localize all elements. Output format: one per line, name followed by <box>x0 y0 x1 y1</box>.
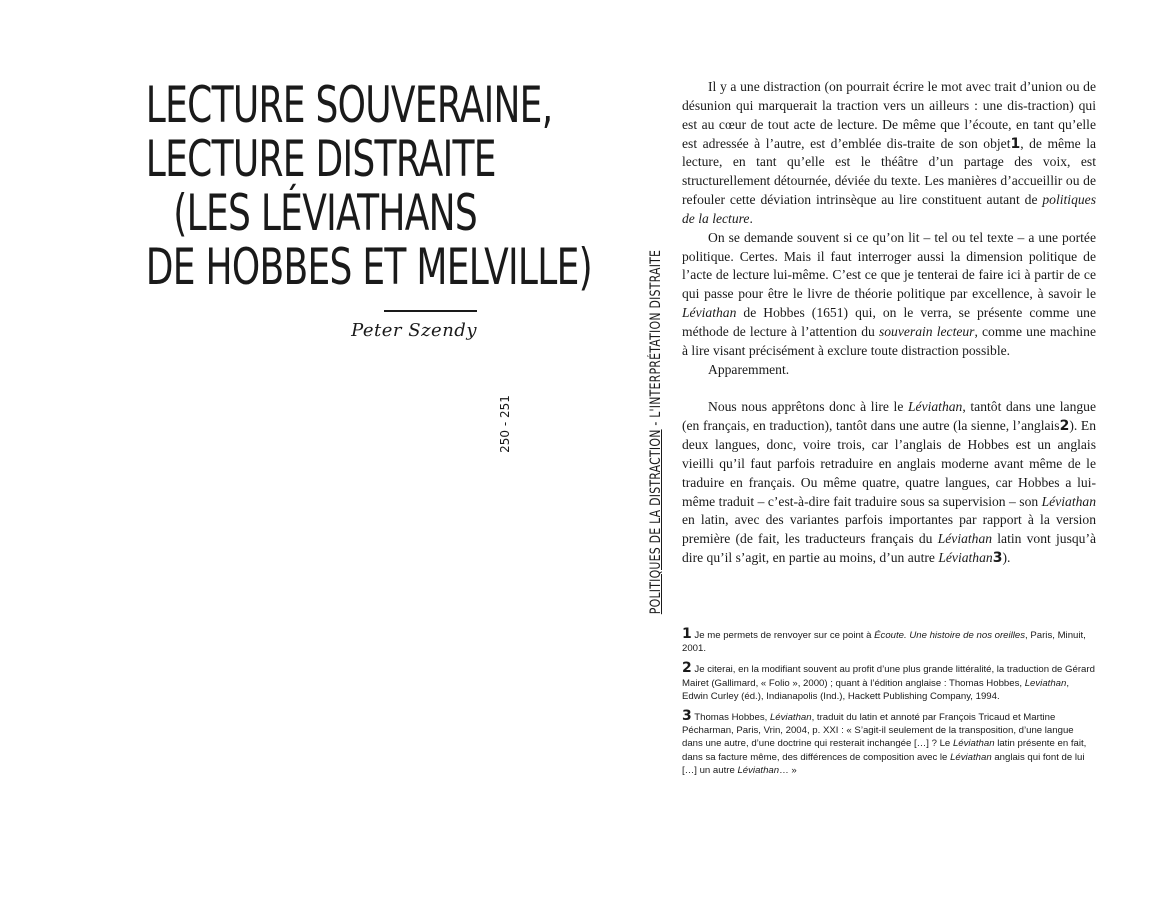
paragraph: Il y a une distraction (on pourrait écrire le mot avec trait d’union ou de désunion qui marquerait la traction vers un ailleurs : une dis-traction) qui est au cœur de tout acte de lecture. De même que l’écoute, en tant qu’elle est adressée à l’autre, est d’emblée dis-traite de son objet1, de même la lecture, en tant qu’elle est le théâtre d’un partage des voix, est structurellement détournée, déviée du texte. Les manières d’accueillir ou de refouler cette déviation intrinsèque au lire constituent autant de politiques de la lecture. <box>682 79 1097 226</box>
paragraph: Apparemment. <box>708 361 790 377</box>
footnote-number: 3 <box>682 708 692 725</box>
footnote-ref[interactable]: 1 <box>1010 135 1021 152</box>
title-line: LECTURE DISTRAITE <box>145 130 496 188</box>
title-line: (LES LÉVIATHANS <box>173 184 477 242</box>
footnote: 1 Je me permets de renvoyer sur ce point à Écoute. Une histoire de nos oreilles, Paris, Minuit, 2001. <box>682 626 1086 655</box>
footnote-ref[interactable]: 3 <box>992 550 1003 567</box>
footnote-number: 2 <box>682 660 692 677</box>
footnotes <box>682 628 1096 784</box>
chapter-title <box>145 76 592 296</box>
footnote: 2 Je citerai, en la modifiant souvent au profit d’une plus grande littéralité, la traduction de Gérard Mairet (Gallimard, « Folio », 2000) ; quant à l’édition anglaise : Thomas Hobbes, Leviathan, Edwin Curley (éd.), Indianapolis (Ind.), Hackett Publishing Company, 1994. <box>682 660 1095 702</box>
title-line: DE HOBBES ET MELVILLE) <box>145 238 592 296</box>
footnote-number: 1 <box>682 626 692 642</box>
running-header-subtitle: L'INTERPRÉTATION DISTRAITE <box>648 249 664 418</box>
footnote-ref[interactable]: 2 <box>1059 418 1070 435</box>
author-name: Peter Szendy <box>351 320 477 341</box>
footnote: 3 Thomas Hobbes, Léviathan, traduit du latin et annoté par François Tricaud et Martine Pécharman, Paris, Vrin, 2004, p. XXI : « S’agit-il seulement de la transposition, d’une langue dans une autre, d’une doctrine qui resterait inchangée […] ? Le Léviathan latin présente en fait, dans sa facture même, des différences de composition avec le Léviathan anglais qui font de lui […] un autre Léviathan… » <box>682 708 1087 776</box>
body-text <box>682 78 1096 568</box>
running-header-separator: - <box>648 417 664 430</box>
title-divider <box>384 310 477 312</box>
paragraph: Nous nous apprêtons donc à lire le Léviathan, tantôt dans une langue (en français, en traduction), tantôt dans une autre (la sienne, l’anglais2). En deux langues, donc, voire trois, car l’anglais de Hobbes est un anglais vieilli qu’il faut parfois retraduire en anglais moderne avant même de le traduire en français. Ou même quatre, quatre langues, car Hobbes a lui-même traduit – c’est-à-dire fait traduire sous sa supervision – son Léviathan en latin, avec des variantes parfois importantes par rapport à la version première (de fait, les traducteurs français du Léviathan latin vont jusqu’à dire qu’il s’agit, en partie au moins, d’un autre Léviathan3). <box>682 399 1097 567</box>
running-header-section: POLITIQUES DE LA DISTRACTION <box>648 429 664 615</box>
page-numbers: 250 - 251 <box>498 395 512 453</box>
running-header <box>648 198 664 665</box>
title-line: LECTURE SOUVERAINE, <box>145 76 553 134</box>
paragraph: On se demande souvent si ce qu’on lit – tel ou tel texte – a une portée politique. Certes. Mais il faut interroger aussi la dimension politique de l’acte de lecture lui-même. C’est ce que je tenterai de faire ici à partir de ce qui passe pour être le livre de théorie politique par excellence, à savoir le Léviathan de Hobbes (1651) qui, on le verra, se présente comme une méthode de lecture à l’attention du souverain lecteur, comme une machine à lire visant précisément à exclure toute distraction possible. <box>682 229 1096 358</box>
